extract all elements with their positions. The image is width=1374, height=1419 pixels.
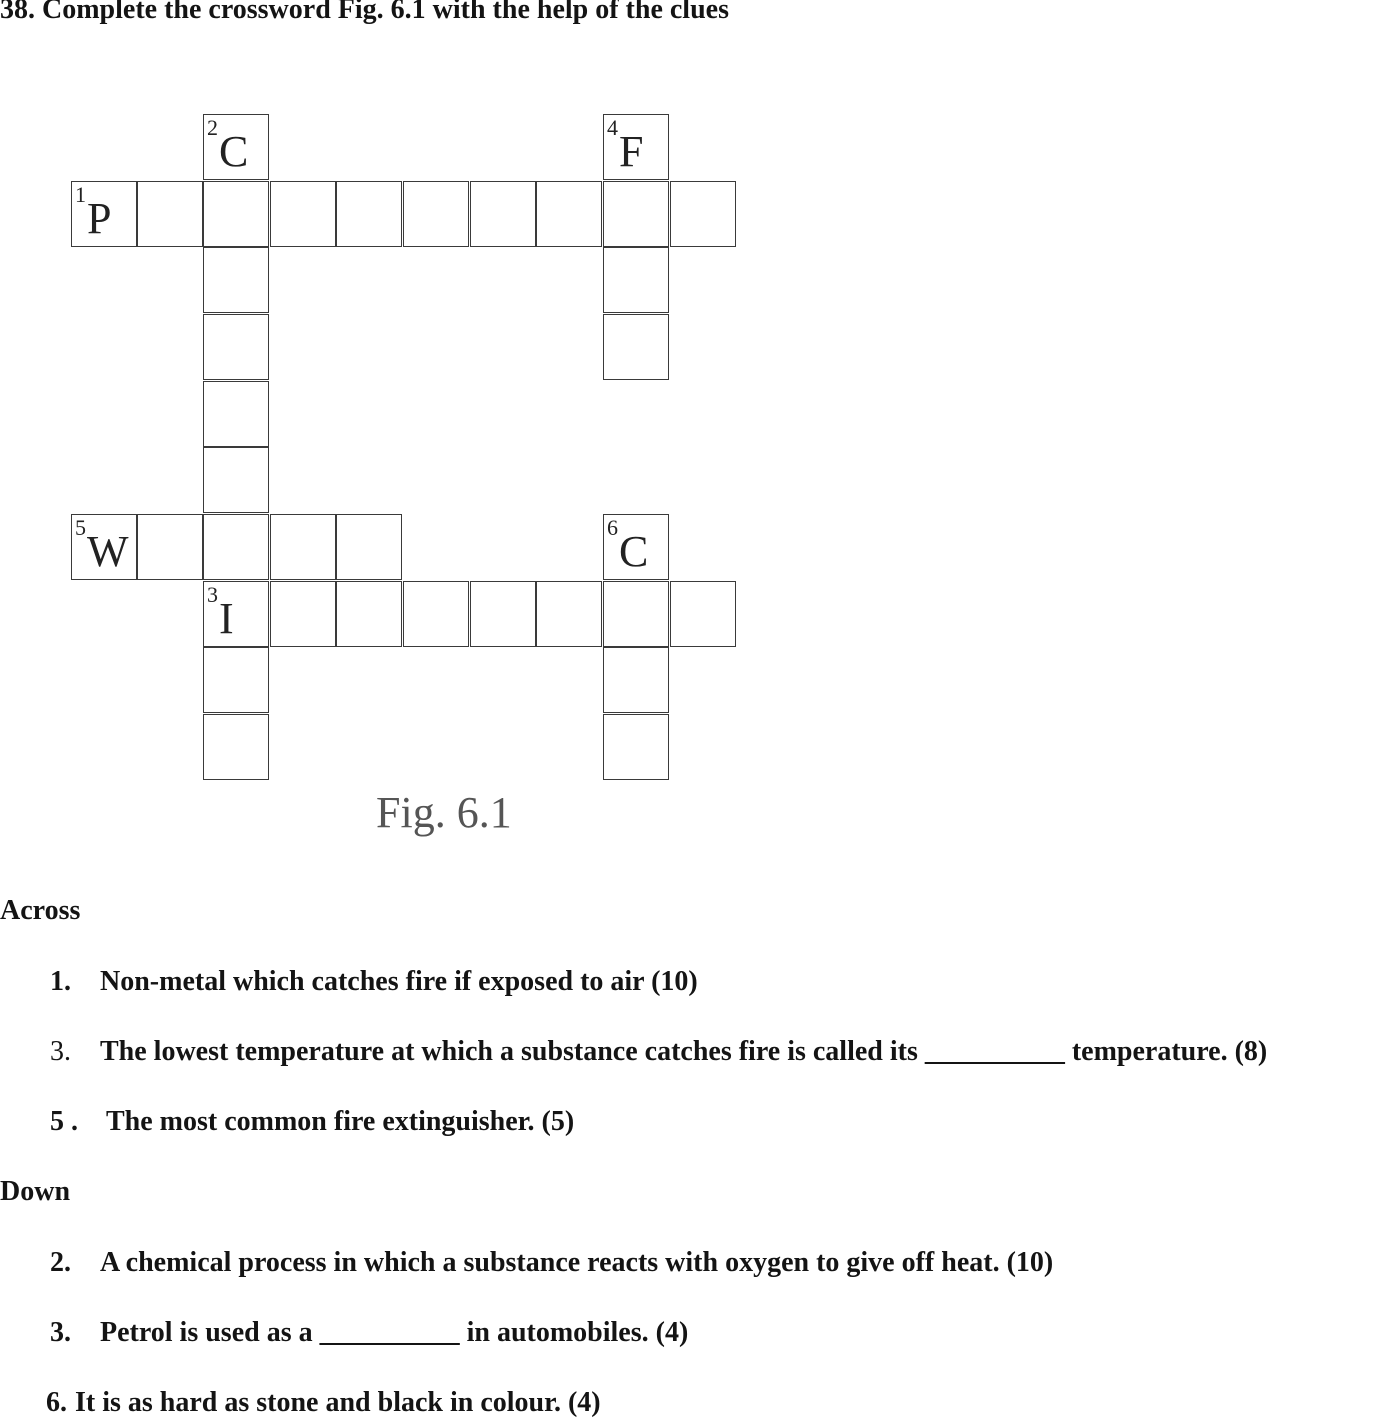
crossword-cell[interactable] (71, 514, 137, 580)
given-letter: P (87, 194, 112, 243)
crossword-cell[interactable] (670, 581, 736, 647)
clue-label: 6. (46, 1387, 67, 1418)
figure-caption: Fig. 6.1 (376, 788, 512, 837)
clue-label: 1. (50, 966, 71, 997)
crossword-cell[interactable] (270, 181, 336, 247)
clue-label: 2. (50, 1247, 71, 1278)
clue-number: 3 (207, 582, 218, 607)
given-letter: F (619, 127, 644, 176)
clue-text: It is as hard as stone and black in colour. (4) (75, 1387, 601, 1418)
clue-label: 3. (50, 1036, 71, 1067)
clue-number: 5 (75, 515, 86, 540)
crossword-cell[interactable] (203, 581, 269, 647)
crossword-cell[interactable] (203, 114, 269, 180)
crossword-cell[interactable] (603, 114, 669, 180)
crossword-cell[interactable] (536, 181, 602, 247)
crossword-cell[interactable] (203, 314, 269, 380)
clue-text: The most common fire extinguisher. (5) (106, 1106, 575, 1137)
crossword-cell[interactable] (203, 714, 269, 780)
crossword-cell[interactable] (603, 581, 669, 647)
crossword-cell[interactable] (470, 181, 536, 247)
across-heading: Across (0, 895, 81, 926)
crossword-cell[interactable] (403, 181, 469, 247)
crossword-cell[interactable] (137, 181, 203, 247)
crossword-cell[interactable] (603, 714, 669, 780)
crossword-cell[interactable] (71, 181, 137, 247)
crossword-cell[interactable] (270, 514, 336, 580)
given-letter: W (87, 527, 129, 576)
given-letter: C (219, 127, 249, 176)
crossword-cell[interactable] (336, 181, 402, 247)
crossword-cell[interactable] (270, 581, 336, 647)
crossword-cell[interactable] (603, 247, 669, 313)
crossword-cell[interactable] (470, 581, 536, 647)
clue-label: 3. (50, 1317, 71, 1348)
crossword-cell[interactable] (336, 581, 402, 647)
clue-text: Non-metal which catches fire if exposed to air (10) (100, 966, 698, 997)
clue-text: A chemical process in which a substance reacts with oxygen to give off heat. (10) (100, 1247, 1054, 1278)
clue-text: The lowest temperature at which a substance catches fire is called its __________ temperature. (8) (100, 1036, 1268, 1067)
clue-text: Petrol is used as a __________ in automobiles. (4) (100, 1317, 689, 1348)
clue-number: 1 (75, 182, 86, 207)
given-letter: C (619, 527, 649, 576)
clue-number: 2 (207, 115, 218, 140)
clue-number: 6 (607, 515, 618, 540)
down-heading: Down (0, 1176, 71, 1207)
crossword-cell[interactable] (403, 581, 469, 647)
crossword-cell[interactable] (137, 514, 203, 580)
clue-number: 4 (607, 115, 618, 140)
crossword-cell[interactable] (203, 647, 269, 713)
crossword-cell[interactable] (603, 647, 669, 713)
crossword-cell[interactable] (603, 314, 669, 380)
crossword-cell[interactable] (203, 514, 269, 580)
crossword-cell[interactable] (336, 514, 402, 580)
crossword-cell[interactable] (203, 247, 269, 313)
crossword-cell[interactable] (203, 181, 269, 247)
crossword-cell[interactable] (203, 447, 269, 513)
crossword-cell[interactable] (203, 381, 269, 447)
crossword-cell[interactable] (603, 514, 669, 580)
given-letter: I (219, 594, 234, 643)
crossword-cell[interactable] (603, 181, 669, 247)
question-title: 38. Complete the crossword Fig. 6.1 with the help of the clues (0, 0, 729, 25)
crossword-cell[interactable] (536, 581, 602, 647)
crossword-cell[interactable] (670, 181, 736, 247)
clue-label: 5 . (50, 1106, 78, 1137)
